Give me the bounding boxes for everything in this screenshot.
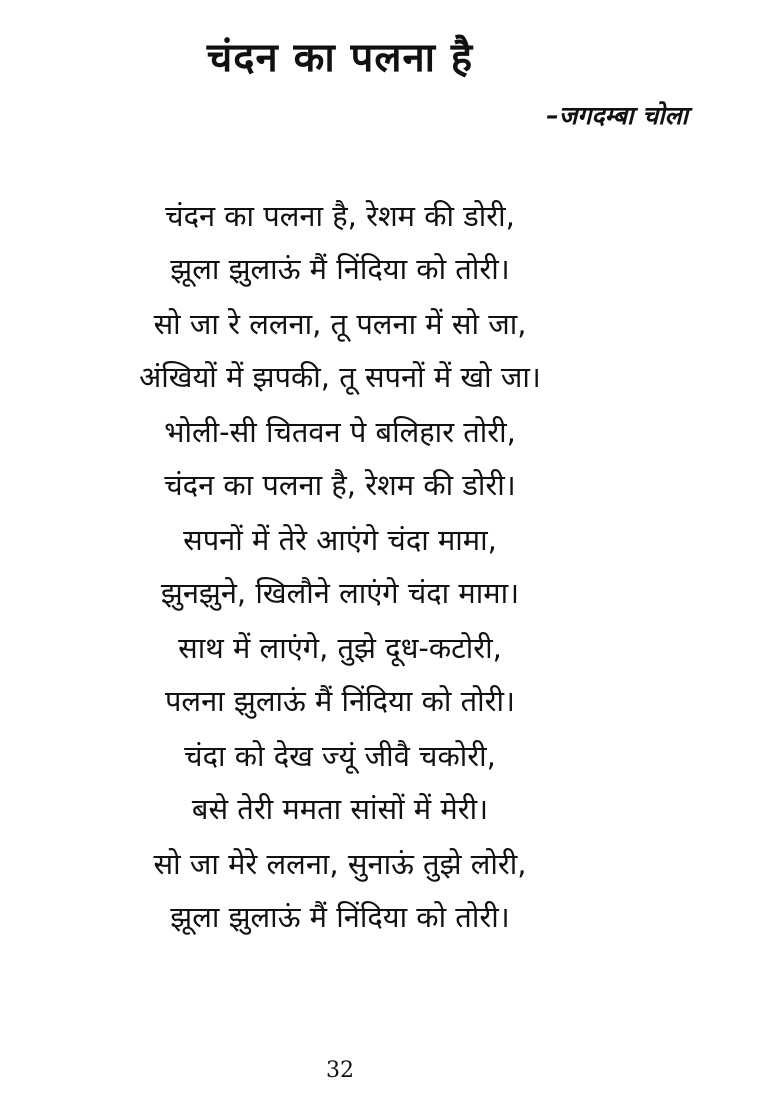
poem-line: चंदा को देख ज्यूं जीवै चकोरी, [184,739,496,773]
poem-line: सो जा मेरे ललना, सुनाऊं तुझे लोरी, [153,847,527,881]
stanza [0,514,680,622]
poem-line: सपनों में तेरे आएंगे चंदा मामा, [183,523,497,557]
poem-line: सो जा रे ललना, तू पलना में सो जा, [153,307,527,341]
poem-line: साथ में लाएंगे, तुझे दूध-कटोरी, [178,631,502,665]
stanza [0,406,680,514]
poem-author: –जगदम्बा चोला [546,101,688,130]
stanza [0,838,680,946]
poem-line: अंखियों में झपकी, तू सपनों में खो जा। [139,360,541,394]
poem-line: झुनझुने, खिलौने लाएंगे चंदा मामा। [160,576,520,610]
poem-line: चंदन का पलना है, रेशम की डोरी। [164,468,516,502]
poem-body [0,190,680,946]
poem-line: पलना झुलाऊं मैं निंदिया को तोरी। [164,684,516,718]
poem-line: झूला झुलाऊं मैं निंदिया को तोरी। [170,900,510,934]
stanza [0,298,680,406]
page-number: 32 [326,1058,354,1083]
stanza [0,622,680,730]
poem-line: चंदन का पलना है, रेशम की डोरी, [165,199,515,233]
stanza [0,730,680,838]
poem-line: बसे तेरी ममता सांसों में मेरी। [191,792,489,826]
poem-title: चंदन का पलना है [206,35,474,81]
poem-line: भोली-सी चितवन पे बलिहार तोरी, [164,415,516,449]
stanza [0,190,680,298]
poem-line: झूला झुलाऊं मैं निंदिया को तोरी। [170,252,510,286]
